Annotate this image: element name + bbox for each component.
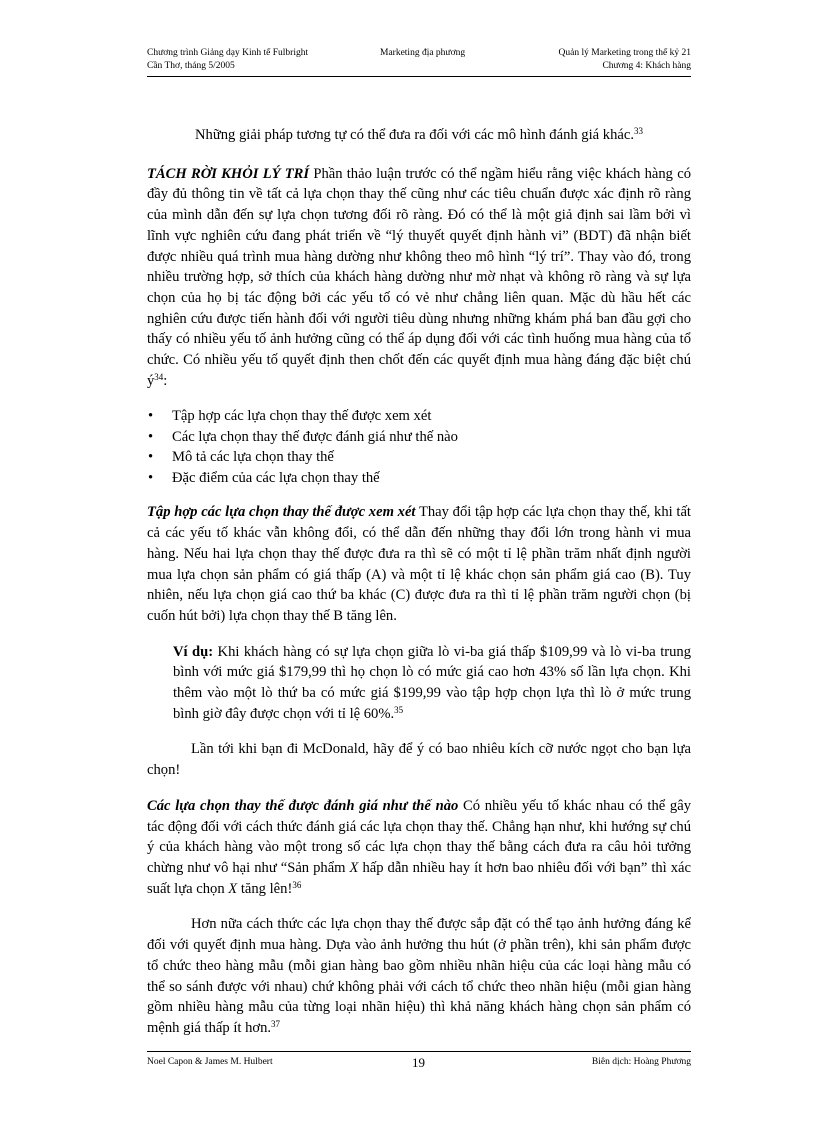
paragraph-intro (147, 125, 691, 146)
header-location-date: Cần Thơ, tháng 5/2005 (147, 61, 235, 71)
page-body (147, 125, 691, 1054)
bullet-icon: • (148, 408, 154, 425)
footnote-ref-35: 35 (394, 704, 404, 715)
list-item-text: Đặc điểm của các lựa chọn thay thế (172, 469, 380, 486)
paragraph-evaluation-text-3: tăng lên! (237, 880, 293, 897)
paragraph-evaluation-text: Có nhiều yếu tố khác nhau có thể gây tác động đối với cách thức đánh giá các lựa chọn thay thế. Chẳng hạn như, khi hướng sự chú ý của khách hàng vào một trong số các lựa chọn thay thế bằng cách đưa ra câu hỏi tưởng chừng như vô hại như “Sản phẩm (147, 797, 691, 876)
header-book-title: Quản lý Marketing trong thế kỷ 21 (558, 48, 691, 58)
header-rule (147, 76, 691, 77)
header-right (559, 47, 691, 73)
header-program: Chương trình Giảng dạy Kinh tế Fulbright (147, 48, 309, 58)
page-number: 19 (412, 1055, 425, 1070)
bullet-icon: • (148, 449, 154, 466)
list-item-text: Tập hợp các lựa chọn thay thế được xem xét (172, 408, 432, 425)
paragraph-arrangement-text: Hơn nữa cách thức các lựa chọn thay thế được sắp đặt có thể tạo ảnh hưởng đáng kể đối với quyết định mua hàng. Dựa vào ảnh hưởng thu hút (ở phần trên), khi sản phẩm được tổ chức theo hàng mẫu (mỗi gian hàng bao gồm nhiều nhãn hiệu của các loại hàng mẫu có thể so sánh được với nhau) chứ không phải với cách tổ chức theo nhãn hiệu (mỗi gian hàng gồm nhiều hàng mẫu của từng loại nhãn hiệu) thì khả năng khách hàng chọn sản phẩm có mệnh giá thấp ít hơn. (147, 916, 691, 1036)
paragraph-mcdonald: Lần tới khi bạn đi McDonald, hãy để ý có bao nhiêu kích cỡ nước ngọt cho bạn lựa chọn! (147, 741, 691, 779)
bullet-icon: • (148, 428, 154, 445)
paragraph-alternative-set (147, 502, 691, 626)
footnote-ref-37: 37 (271, 1018, 281, 1029)
product-x-italic: X (228, 880, 238, 897)
product-x-italic: X (349, 859, 359, 876)
list-item-text: Mô tả các lựa chọn thay thế (172, 449, 334, 466)
section-lead-alternative-set: Tập hợp các lựa chọn thay thế được xem xét (147, 504, 416, 521)
example-lead: Ví dụ: (173, 643, 214, 660)
factor-list (147, 406, 691, 488)
footnote-ref-33: 33 (633, 126, 643, 136)
paragraph-intro-text: Những giải pháp tương tự có thể đưa ra đối với các mô hình đánh giá khác. (195, 127, 634, 143)
paragraph-irrationality (147, 164, 691, 392)
example-box (173, 642, 691, 725)
paragraph-irrationality-colon: : (163, 372, 168, 389)
footnote-ref-34: 34 (154, 371, 164, 382)
list-item-text: Các lựa chọn thay thế được đánh giá như thế nào (172, 428, 458, 445)
footnote-ref-36: 36 (292, 879, 302, 890)
paragraph-alternative-set-text: Thay đổi tập hợp các lựa chọn thay thế, khi tất cả các yếu tố khác vẫn không đổi, có thể dẫn đến những thay đổi lớn trong hành vi mua hàng. Nếu hai lựa chọn thay thế được đưa ra thì sẽ có một tỉ lệ phần trăm nhất định người mua lựa chọn sản phẩm có giá thấp (A) và một tỉ lệ khác chọn sản phẩm giá cao (B). Tuy nhiên, nếu lựa chọn giá cao thứ ba khác (C) được đưa ra thì tỉ lệ phần trăm người chọn (bị cuốn hút bởi) lựa chọn thay thế B tăng lên. (147, 504, 691, 624)
list-item (147, 427, 691, 448)
bullet-icon: • (148, 469, 154, 486)
list-item (147, 406, 691, 427)
list-item (147, 468, 691, 489)
list-item (147, 447, 691, 468)
paragraph-arrangement (147, 914, 691, 1038)
paragraph-evaluation-text-2: hấp dẫn nhiều hay ít hơn bao nhiêu đối với bạn” thì xác suất lựa chọn (147, 859, 691, 897)
header-left (147, 47, 308, 73)
section-lead-evaluation: Các lựa chọn thay thế được đánh giá như thế nào (147, 797, 459, 814)
example-text: Khi khách hàng có sự lựa chọn giữa lò vi-ba giá thấp $109,99 và lò vi-ba trung bình với mức giá $179,99 thì họ chọn lò có mức giá cao hơn 43% số lần lựa chọn. Khi thêm vào một lò thứ ba có mức giá $199,99 vào tập hợp chọn lựa thì lò ở mức trung bình giờ đây được chọn với tỉ lệ 60%. (173, 643, 691, 722)
paragraph-irrationality-text: Phần thảo luận trước có thể ngầm hiểu rằng việc khách hàng có đầy đủ thông tin về tất cả lựa chọn thay thế cũng như các tiêu chuẩn được xác định rõ ràng của mình dẫn đến sự lựa chọn tương đối rõ ràng. Đó có thể là một giả định sai lầm bởi vì lĩnh vực nghiên cứu đang phát triển về “lý thuyết quyết định hành vi” (BDT) đã nhận biết được nhiều quá trình mua hàng dường như không theo mô hình “lý trí”. Thay vào đó, trong nhiều trường hợp, sở thích của khách hàng dường như mờ nhạt và không rõ ràng và sự lựa chọn của họ bị tác động bởi các yếu tố có vẻ như chẳng liên quan. Mặc dù hầu hết các nghiên cứu được tiến hành đối với người tiêu dùng nhưng những khám phá ban đầu gợi cho thấy có nhiều yếu tố ảnh hưởng cũng có thể áp dụng đối với các tình huống mua hàng của tổ chức. Có nhiều yếu tố quyết định then chốt đến các quyết định mua hàng đáng đặc biệt chú ý (147, 165, 691, 389)
section-lead-irrationality: TÁCH RỜI KHỎI LÝ TRÍ (147, 165, 310, 182)
footer-rule (147, 1051, 691, 1052)
paragraph-evaluation (147, 796, 691, 900)
footer-translator: Biên dịch: Hoàng Phương (591, 1057, 691, 1067)
header-chapter: Chương 4: Khách hàng (602, 61, 691, 71)
footer-authors: Noel Capon & James M. Hulbert (147, 1057, 273, 1067)
header-center: Marketing địa phương (380, 48, 466, 58)
